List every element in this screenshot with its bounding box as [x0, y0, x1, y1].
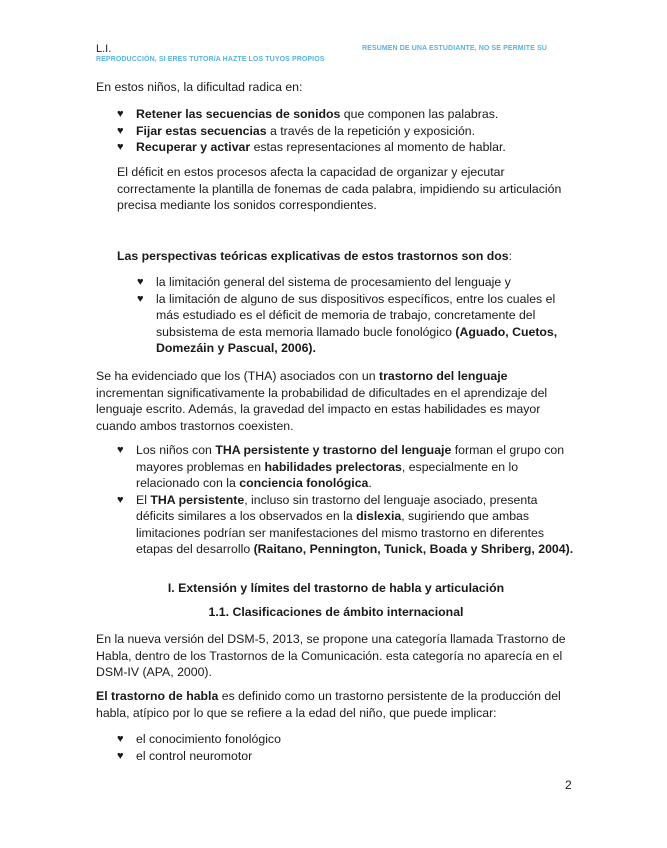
list-item: ♥ el conocimiento fonológico: [117, 732, 281, 746]
header-notice-line1: RESUMEN DE UNA ESTUDIANTE, NO SE PERMITE SU: [362, 45, 547, 52]
difficulty-list: [117, 106, 577, 156]
section-title: I. Extensión y límites del trastorno de habla y articulación: [167, 581, 505, 595]
list-item: ♥ Recuperar y activar estas representaciones al momento de hablar.: [117, 140, 506, 154]
list-item: ♥ El THA persistente, incluso sin trastorno del lenguaje asociado, presenta déficits similares a los observados en la dislexia, sugiriendo que ambas limitaciones podrían ser manifestaciones del mismo trastorno en diferentes etapas del desarrollo (Raitano, Pennington, Tunick, Boada y Shriberg, 2004).: [117, 492, 574, 556]
perspectives-heading: Las perspectivas teóricas explicativas de estos trastornos son dos:: [117, 249, 513, 263]
intro-paragraph: En estos niños, la dificultad radica en:: [96, 80, 303, 94]
tha-paragraph: Se ha evidenciado que los (THA) asociados con un trastorno del lenguaje incrementan significativamente la probabilidad de dificultades en el aprendizaje del lenguaje escrito. Además, la gravedad del impacto en estas habilidades es mayor cuando ambos trastornos coexisten.: [96, 369, 548, 433]
dsm-paragraph: En la nueva versión del DSM-5, 2013, se propone una categoría llamada Trastorno de Habla, dentro de los Trastornos de la Comunicación. esta categoría no aparecía en el DSM-IV (APA, 2000).: [96, 632, 566, 679]
list-item: ♥ el control neuromotor: [117, 748, 253, 763]
heart-bullet-icon: ♥: [117, 108, 124, 120]
heart-bullet-icon: ♥: [137, 276, 144, 288]
definition-list: [117, 731, 577, 764]
heart-bullet-icon: ♥: [117, 733, 124, 745]
heart-bullet-icon: ♥: [117, 493, 124, 506]
header-initials: L.I.: [96, 43, 112, 55]
page-number: 2: [565, 778, 572, 792]
subsection-title: 1.1. Clasificaciones de ámbito internacional: [208, 605, 464, 619]
list-item: ♥ la limitación general del sistema de procesamiento del lenguaje y: [137, 275, 511, 289]
list-item: ♥ Fijar estas secuencias a través de la repetición y exposición.: [117, 123, 476, 138]
heart-bullet-icon: ♥: [117, 444, 124, 456]
perspectives-list: [137, 274, 577, 357]
deficit-paragraph: El déficit en estos procesos afecta la capacidad de organizar y ejecutar correctamente la plantilla de fonemas de cada palabra, impidiendo su articulación precisa mediante los sonidos correspondientes.: [117, 165, 562, 212]
heart-bullet-icon: ♥: [137, 292, 144, 305]
heart-bullet-icon: ♥: [117, 141, 124, 153]
heart-bullet-icon: ♥: [117, 124, 124, 137]
list-item: ♥ Retener las secuencias de sonidos que componen las palabras.: [117, 107, 499, 121]
header-notice-line2: REPRODUCCIÓN, SI ERES TUTOR/A HAZTE LOS TUYOS PROPIOS: [96, 56, 325, 63]
definition-paragraph: El trastorno de habla es definido como un trastorno persistente de la producción del habla, atípico por lo que se refiere a la edad del niño, que puede implicar:: [96, 689, 561, 720]
tha-list: [117, 442, 577, 558]
list-item: ♥ la limitación de alguno de sus dispositivos específicos, entre los cuales el más estudiado es el déficit de memoria de trabajo, concretamente del subsistema de esta memoria llamado bucle fonológico (Aguado, Cuetos, Domezáin y Pascual, 2006).: [137, 291, 558, 355]
heart-bullet-icon: ♥: [117, 749, 124, 762]
list-item: ♥ Los niños con THA persistente y trastorno del lenguaje forman el grupo con mayores problemas en habilidades prelectoras, especialmente en lo relacionado con la conciencia fonológica.: [117, 443, 565, 490]
